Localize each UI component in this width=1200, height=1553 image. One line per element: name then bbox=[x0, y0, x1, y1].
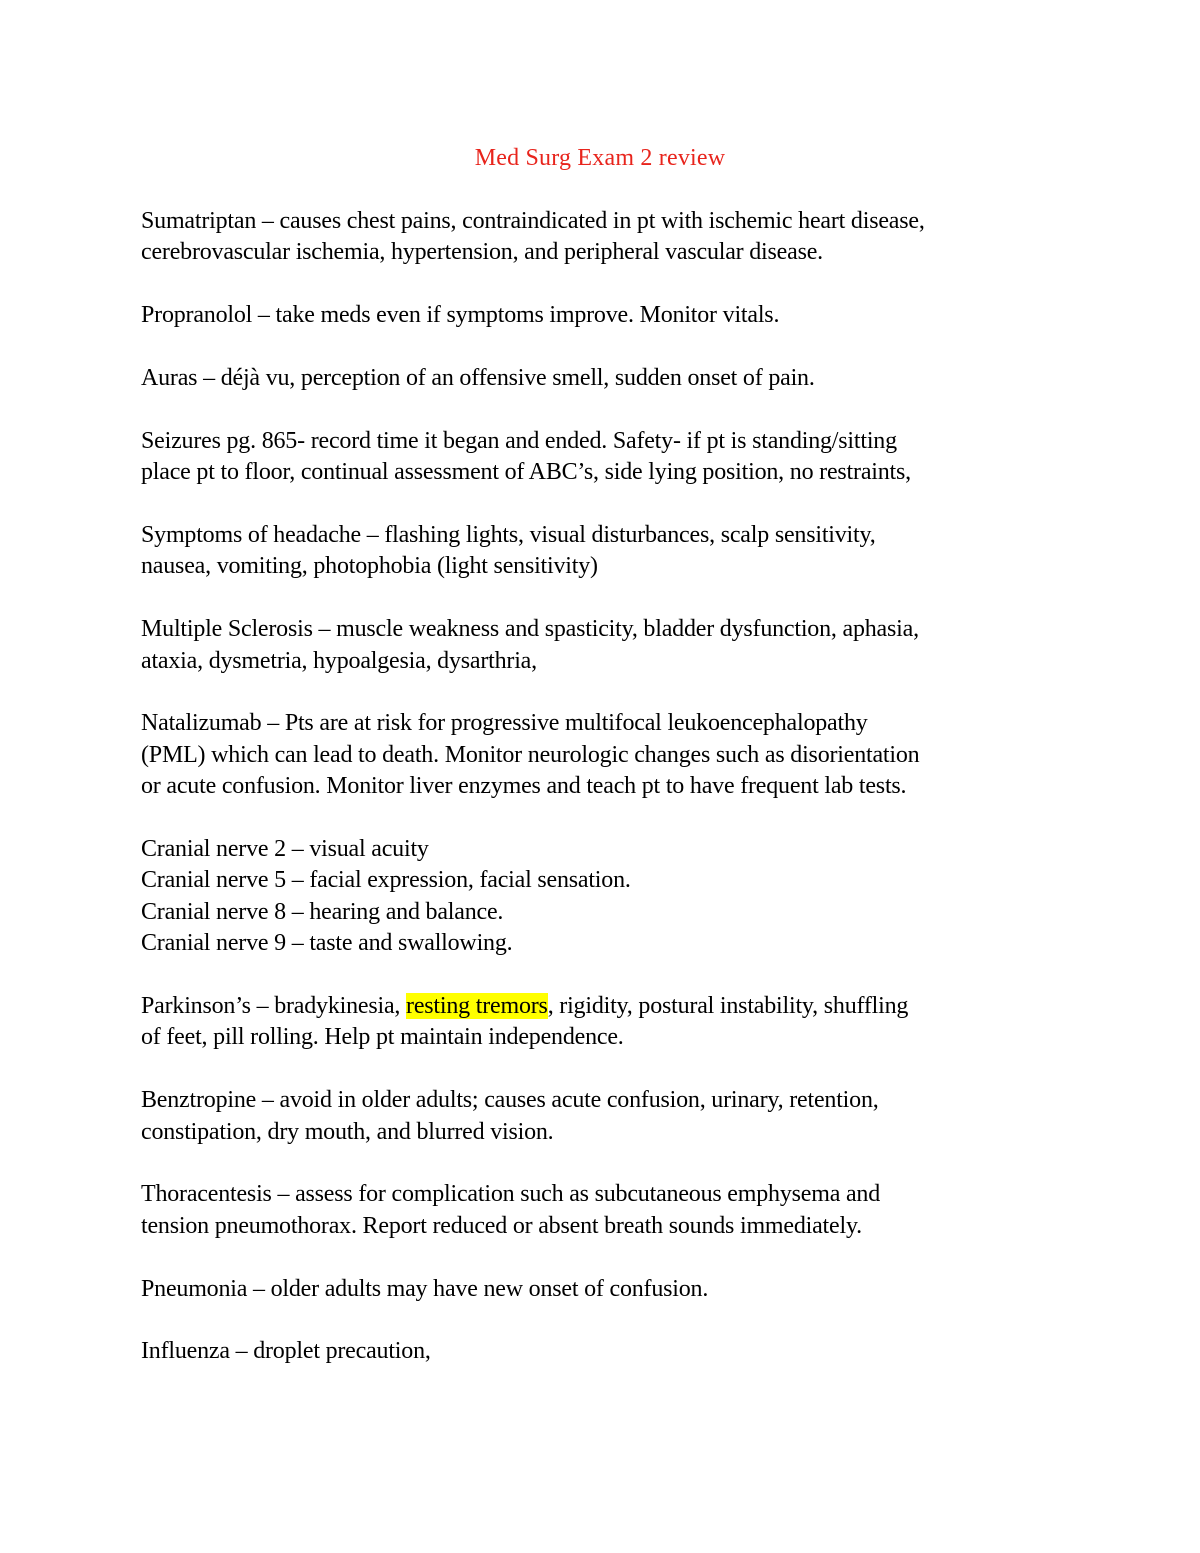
note-line: Cranial nerve 2 – visual acuity bbox=[141, 836, 429, 863]
note-line: Symptoms of headache – flashing lights, visual disturbances, scalp sensitivity, bbox=[141, 522, 876, 548]
note-line: Pneumonia – older adults may have new onset of confusion. bbox=[141, 1275, 709, 1302]
document-title: Med Surg Exam 2 review bbox=[474, 145, 726, 171]
note-line: ataxia, dysmetria, hypoalgesia, dysarthria, bbox=[141, 647, 537, 674]
note-line: Influenza – droplet precaution, bbox=[141, 1338, 431, 1365]
note-line: Cranial nerve 8 – hearing and balance. bbox=[141, 898, 504, 925]
note-line: Propranolol – take meds even if symptoms improve. Monitor vitals. bbox=[141, 302, 780, 329]
note-text: Parkinson’s – bradykinesia, bbox=[141, 993, 407, 1020]
note-line: place pt to floor, continual assessment of ABC’s, side lying position, no restraints, bbox=[141, 459, 911, 486]
note-seizures bbox=[141, 426, 1071, 489]
note-pneumonia bbox=[141, 1274, 1071, 1305]
note-multiple-sclerosis bbox=[141, 614, 1071, 677]
note-line: constipation, dry mouth, and blurred vision. bbox=[141, 1118, 554, 1145]
note-line: nausea, vomiting, photophobia (light sensitivity) bbox=[141, 553, 598, 580]
note-thoracentesis bbox=[141, 1179, 1071, 1242]
note-line: Natalizumab – Pts are at risk for progressive multifocal leukoencephalopathy bbox=[141, 710, 868, 737]
note-line: (PML) which can lead to death. Monitor neurologic changes such as disorientation bbox=[141, 741, 920, 768]
note-line: Thoracentesis – assess for complication such as subcutaneous emphysema and bbox=[141, 1181, 880, 1208]
note-line: Multiple Sclerosis – muscle weakness and spasticity, bladder dysfunction, aphasia, bbox=[141, 616, 919, 643]
note-line: Auras – déjà vu, perception of an offensive smell, sudden onset of pain. bbox=[141, 365, 815, 391]
note-sumatriptan bbox=[141, 206, 1071, 269]
note-headache bbox=[141, 520, 1071, 583]
note-cranial-nerves bbox=[141, 834, 1071, 960]
note-line: Cranial nerve 9 – taste and swallowing. bbox=[141, 930, 513, 957]
note-line: Seizures pg. 865- record time it began and ended. Safety- if pt is standing/sitting bbox=[141, 427, 897, 454]
note-line bbox=[141, 991, 1071, 1022]
note-benztropine bbox=[141, 1085, 1071, 1148]
note-line: tension pneumothorax. Report reduced or absent breath sounds immediately. bbox=[141, 1212, 862, 1239]
note-influenza bbox=[141, 1336, 1071, 1367]
note-line: of feet, pill rolling. Help pt maintain independence. bbox=[141, 1024, 624, 1051]
note-propranolol bbox=[141, 300, 1071, 331]
highlighted-text: resting tremors bbox=[406, 993, 548, 1020]
note-auras bbox=[141, 363, 1071, 394]
note-parkinsons bbox=[141, 991, 1071, 1054]
note-line: or acute confusion. Monitor liver enzymes and teach pt to have frequent lab tests. bbox=[141, 773, 907, 800]
note-line: Benztropine – avoid in older adults; causes acute confusion, urinary, retention, bbox=[141, 1087, 879, 1114]
note-line: Cranial nerve 5 – facial expression, facial sensation. bbox=[141, 867, 631, 894]
note-text: , rigidity, postural instability, shuffling bbox=[547, 993, 909, 1020]
note-line: Sumatriptan – causes chest pains, contraindicated in pt with ischemic heart disease, bbox=[141, 208, 925, 234]
note-natalizumab bbox=[141, 708, 1071, 802]
document-body bbox=[141, 206, 1071, 1399]
note-line: cerebrovascular ischemia, hypertension, and peripheral vascular disease. bbox=[141, 239, 823, 266]
